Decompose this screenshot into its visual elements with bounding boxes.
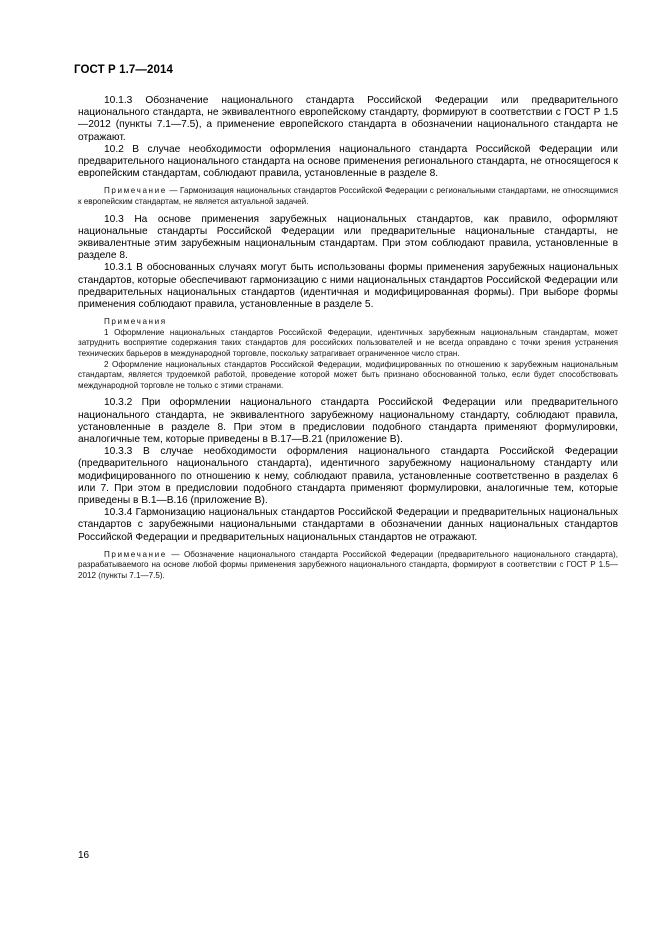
note-3-label: Примечание <box>104 549 167 559</box>
paragraph-10-3-4: 10.3.4 Гармонизацию национальных стандартов Российской Федерации и предварительных национальных стандартов с зарубежными национальными стандартами в обозначении данных национальных стандартов Российской Федерации и предварительных национальных стандартов не отражают. <box>78 507 618 543</box>
notes-label: Примечания <box>104 317 167 327</box>
paragraph-10-2: 10.2 В случае необходимости оформления национального стандарта Российской Федерации или предварительного национального стандарта на основе применения регионального стандарта, не относящегося к европейским стандартам, соблюдают правила, установленные в разделе 8. <box>78 143 618 180</box>
document-header: ГОСТ Р 1.7—2014 <box>74 64 173 76</box>
document-body <box>78 95 618 582</box>
note-2-1: 1 Оформление национальных стандартов Российской Федерации, идентичных зарубежным национальным стандартам, может затруднить восприятие содержания таких стандартов для российских пользователей и не всегда оправдано с точки зрения устранения технических барьеров в международной торговле, поскольку затрагивает ограниченное число стран. <box>78 327 618 359</box>
note-2-2: 2 Оформление национальных стандартов Российской Федерации, модифицированных по отношению к зарубежным национальным стандартам, является трудоемкой работой, проведение которой может быть признано обоснованной только, если будет способствовать международной торговле не только с этими странами. <box>78 359 618 390</box>
note-1-text: — Гармонизация национальных стандартов Российской Федерации с региональными стандартами, не относящимися к европейским стандартам, не является актуальной задачей. <box>78 186 618 207</box>
note-1 <box>78 186 618 207</box>
paragraph-10-3-2: 10.3.2 При оформлении национального стандарта Российской Федерации или предварительного национального стандарта, не эквивалентного зарубежному национальному стандарту, соблюдают правила, установленные в разделе 8. При этом в предисловии подобного стандарта применяют формулировки, аналогичные тем, которые приведены в В.17—В.21 (приложение В). <box>78 397 618 445</box>
paragraph-10-1-3: 10.1.3 Обозначение национального стандарта Российской Федерации или предварительного национального стандарта, не эквивалентного европейскому стандарту, формируют в соответствии с ГОСТ Р 1.5—2012 (пункты 7.1—7.5), а применение европейского стандарта в обозначении национального стандарта не отражают. <box>78 95 618 143</box>
page-number: 16 <box>78 850 90 861</box>
note-3 <box>78 550 618 582</box>
paragraph-10-3: 10.3 На основе применения зарубежных национальных стандартов, как правило, оформляют национальные стандарты Российской Федерации или предварительные национальные стандарты, не эквивалентные этим зарубежным национальным стандартам. При этом соблюдают правила, установленные в разделе 8. <box>78 213 618 262</box>
paragraph-10-3-1: 10.3.1 В обоснованных случаях могут быть использованы формы применения зарубежных национальных стандартов, которые обеспечивают гармонизацию с ними национальных стандартов Российской Федерации или предварительных национальных стандартов (идентичная и модифицированная формы). При выборе формы применения соблюдают правила, установленные в разделе 5. <box>78 262 618 311</box>
paragraph-10-3-3: 10.3.3 В случае необходимости оформления национального стандарта Российской Федерации (предварительного национального стандарта), идентичного зарубежному национальному стандарту или модифицированного по отношению к нему, соблюдают правила, установленные соответственно в разделах 6 или 7. При этом в предисловии подобного стандарта применяют формулировки, аналогичные тем, которые приведены в В.1—В.16 (приложение В). <box>78 446 618 507</box>
note-3-text: — Обозначение национального стандарта Российской Федерации (предварительного национального стандарта), разрабатываемого на основе любой формы применения зарубежного национального стандарта, формируют в соответствии с ГОСТ Р 1.5—2012 (пункты 7.1—7.5). <box>78 549 618 581</box>
note-1-label: Примечание <box>104 186 167 196</box>
